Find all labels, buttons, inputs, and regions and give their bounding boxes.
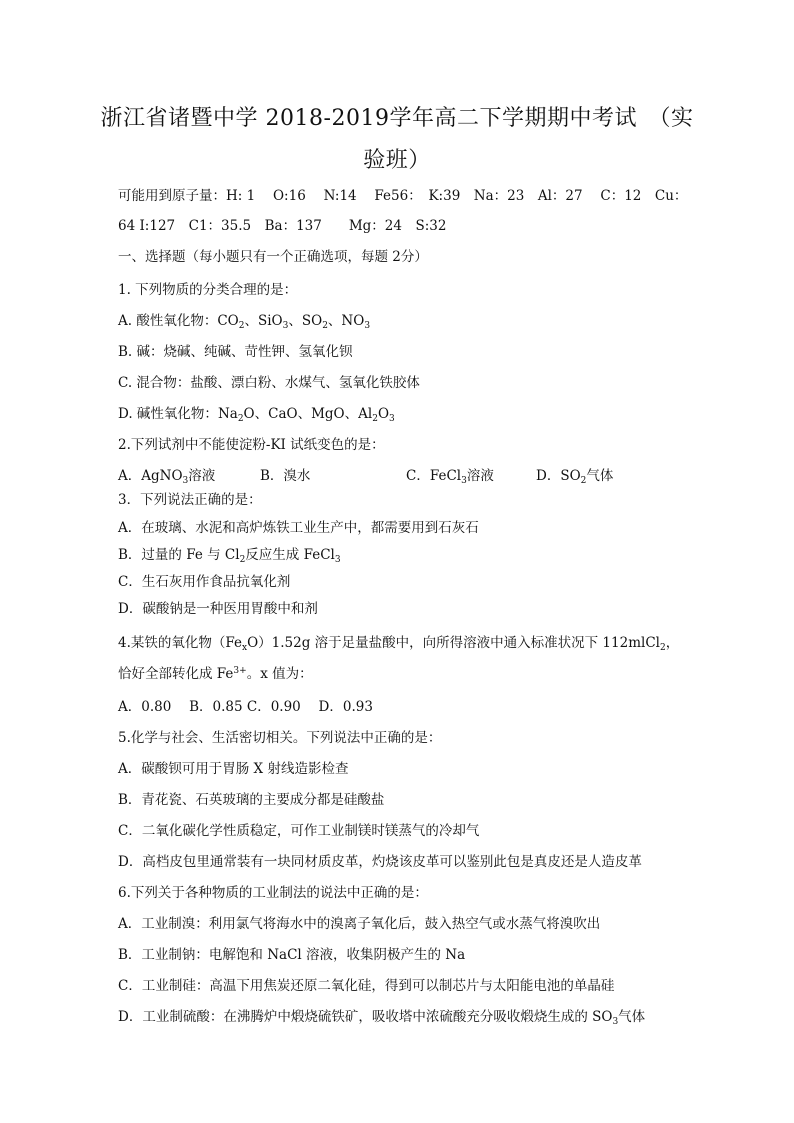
q6-option-a: A．工业制溴：利用氯气将海水中的溴离子氧化后，鼓入热空气或水蒸气将溴吹出	[118, 916, 601, 932]
exam-title-line1: 浙江省诸暨中学 2018-2019学年高二下学期期中考试 （实	[100, 106, 694, 131]
q2-options	[118, 466, 698, 486]
q4-stem-line2: 恰好全部转化成 $Fe^{3+}$。x 值为：	[118, 666, 313, 682]
q2-option-a: A．AgNO$_3$溶液	[118, 468, 216, 486]
q3-stem: 3．下列说法正确的是：	[118, 492, 262, 508]
q2-option-b: B．溴水	[260, 468, 311, 484]
q4-options: A．0.80 B．0.85 C．0.90 D．0.93	[118, 699, 373, 715]
q2-option-d: D．$SO_2$气体	[536, 468, 614, 486]
q1-option-d: D. 碱性氧化物：$Na_2O$、CaO、MgO、$Al_2O_3$	[118, 406, 395, 424]
section-heading: 一、选择题（每小题只有一个正确选项，每题 2分）	[118, 249, 428, 265]
q5-option-a: A．碳酸钡可用于胃肠 X 射线造影检查	[118, 761, 349, 777]
atomic-masses-line2: 64 I:127 C1：35.5 Ba：137 Mg：24 S:32	[118, 218, 447, 234]
q5-stem: 5.化学与社会、生活密切相关。下列说法中正确的是：	[118, 730, 442, 746]
q1-stem: 1. 下列物质的分类合理的是：	[118, 282, 298, 298]
q3-option-b: B．过量的 Fe 与 $Cl_2$反应生成 FeCl$_3$	[118, 547, 341, 565]
q6-option-c: C．工业制硅：高温下用焦炭还原二氧化硅，得到可以制芯片与太阳能电池的单晶硅	[118, 978, 615, 994]
q1-option-c: C. 混合物：盐酸、漂白粉、水煤气、氢氧化铁胶体	[118, 375, 420, 391]
q5-option-d: D．高档皮包里通常装有一块同材质皮革，灼烧该皮革可以鉴别此包是真皮还是人造皮革	[118, 854, 642, 870]
exam-title-line2: 验班）	[363, 148, 431, 173]
q5-option-c: C．二氧化碳化学性质稳定，可作工业制镁时镁蒸气的冷却气	[118, 823, 480, 839]
atomic-masses-line1: 可能用到原子量：H: 1 O:16 N:14 Fe56： K:39 Na：23 Al：27 C：12 Cu：	[118, 188, 688, 204]
q6-option-d: D．工业制硫酸：在沸腾炉中煅烧硫铁矿，吸收塔中浓硫酸充分吸收煅烧生成的 $SO_3$气体	[118, 1009, 646, 1027]
q4-stem-line1: 4.某铁的氧化物$(Fe_xO)1.52g$ 溶于足量盐酸中，向所得溶液中通入标准状况下 112mlCl$_2$，	[118, 635, 680, 653]
q6-option-b: B．工业制钠：电解饱和 NaCl 溶液，收集阴极产生的 Na	[118, 947, 466, 963]
q6-stem: 6.下列关于各种物质的工业制法的说法中正确的是：	[118, 885, 428, 901]
q5-option-b: B．青花瓷、石英玻璃的主要成分都是硅酸盐	[118, 792, 385, 808]
q1-option-b: B. 碱：烧碱、纯碱、苛性钾、氢氧化钡	[118, 344, 353, 360]
q3-option-c: C．生石灰用作食品抗氧化剂	[118, 574, 291, 590]
q2-stem: 2.下列试剂中不能使淀粉-KI 试纸变色的是：	[118, 437, 385, 453]
q3-option-a: A．在玻璃、水泥和高炉炼铁工业生产中，都需要用到石灰石	[118, 520, 479, 536]
q2-option-c: C．FeCl$_3$溶液	[406, 468, 494, 486]
q1-option-a: A. 酸性氧化物：$CO_2$、SiO$_3$、$SO_2$、$NO_3$	[118, 313, 371, 331]
q3-option-d: D．碳酸钠是一种医用胃酸中和剂	[118, 601, 318, 617]
